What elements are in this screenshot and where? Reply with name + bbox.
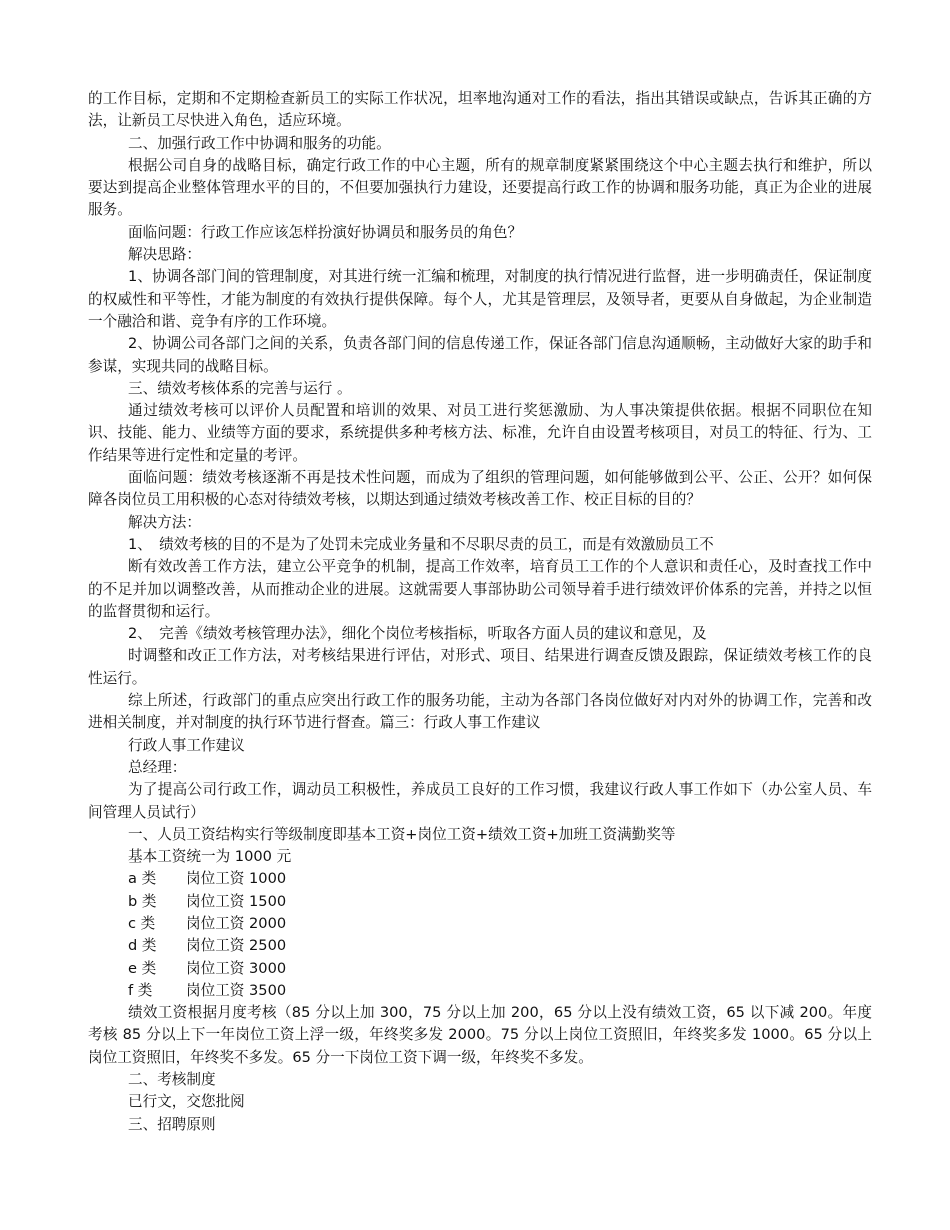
salutation: 总经理： — [128, 758, 187, 776]
list-item: 2、 完善《绩效考核管理办法》，细化个岗位考核指标，听取各方面人员的建议和意见，及 — [128, 625, 707, 643]
grade-class: f 类 — [128, 981, 153, 999]
paragraph: 综上所述，行政部门的重点应突出行政工作的服务功能，主动为各部门各岗位做好对内对外的协调工作，完善和改进相关制度，并对制度的执行环节进行督查。篇三：行政人事工作建议 — [88, 692, 872, 732]
paragraph: 面临问题：绩效考核逐渐不再是技术性问题，而成为了组织的管理问题，如何能够做到公平、公正、公开？如何保障各岗位员工用积极的心态对待绩效考核，以期达到通过绩效考核改善工作、校正目标的目的？ — [88, 469, 872, 509]
paragraph: 绩效工资根据月度考核（85 分以上加 300，75 分以上加 200，65 分以上没有绩效工资，65 以下减 200。年度考核 85 分以上下一年岗位工资上浮一级，年终奖多发 2000。75 分以上岗位工资照旧，年终奖多发 1000。65 分以上岗位工资照旧，年终奖不多发。65 分一下岗位工资下调一级，年终奖不多发。 — [88, 1004, 872, 1066]
grade-pay: 岗位工资 3000 — [186, 959, 287, 977]
grade-row — [88, 935, 872, 957]
grade-class: d 类 — [128, 937, 157, 955]
paragraph: 基本工资统一为 1000 元 — [128, 848, 292, 866]
grade-list — [88, 868, 872, 1002]
grade-class: a 类 — [128, 870, 157, 888]
paragraph: 断有效改善工作方法，建立公平竞争的机制，提高工作效率，培育员工工作的个人意识和责任心，及时查找工作中的不足并加以调整改善，从而推动企业的进展。这就需要人事部协助公司领导着手进行绩效评价体系的完善，并持之以恒的监督贯彻和运行。 — [88, 558, 872, 620]
section-heading: 三、绩效考核体系的完善与运行 。 — [128, 379, 352, 397]
grade-row — [88, 913, 872, 935]
paragraph: 解决思路： — [128, 246, 201, 264]
section-heading: 三、招聘原则 — [128, 1115, 216, 1133]
document-page — [88, 88, 872, 1136]
paragraph: 为了提高公司行政工作，调动员工积极性，养成员工良好的工作习惯，我建议行政人事工作如下（办公室人员、车间管理人员试行） — [88, 781, 872, 821]
grade-row — [88, 891, 872, 913]
list-item: 1、 绩效考核的目的不是为了处罚未完成业务量和不尽职尽责的员工，而是有效激励员工不 — [128, 535, 714, 553]
section-heading: 一、人员工资结构实行等级制度即基本工资+岗位工资+绩效工资+加班工资满勤奖等 — [128, 825, 676, 843]
grade-row — [88, 980, 872, 1002]
paragraph: 的工作目标，定期和不定期检查新员工的实际工作状况，坦率地沟通对工作的看法，指出其错误或缺点，告诉其正确的方法，让新员工尽快进入角色，适应环境。 — [88, 90, 872, 130]
paragraph: 已行文，交您批阅 — [128, 1093, 245, 1111]
grade-pay: 岗位工资 1000 — [186, 870, 287, 888]
paragraph: 解决方法： — [128, 513, 201, 531]
list-item: 1、协调各部门间的管理制度，对其进行统一汇编和梳理，对制度的执行情况进行监督，进一步明确责任，保证制度的权威性和平等性，才能为制度的有效执行提供保障。每个人，尤其是管理层，及领导者，更要从自身做起，为企业制造一个融洽和谐、竞争有序的工作环境。 — [88, 268, 872, 330]
list-item: 2、协调公司各部门之间的关系，负责各部门间的信息传递工作，保证各部门信息沟通顺畅，主动做好大家的助手和参谋，实现共同的战略目标。 — [88, 335, 872, 375]
grade-pay: 岗位工资 1500 — [186, 892, 287, 910]
section-heading: 二、加强行政工作中协调和服务的功能。 — [128, 134, 391, 152]
grade-class: c 类 — [128, 914, 156, 932]
paragraph: 通过绩效考核可以评价人员配置和培训的效果、对员工进行奖惩激励、为人事决策提供依据。根据不同职位在知识、技能、能力、业绩等方面的要求，系统提供多种考核方法、标准，允许自由设置考核项目，对员工的特征、行为、工作结果等进行定性和定量的考评。 — [88, 402, 872, 464]
grade-class: b 类 — [128, 892, 157, 910]
grade-pay: 岗位工资 2500 — [186, 937, 287, 955]
paragraph: 时调整和改正工作方法，对考核结果进行评估，对形式、项目、结果进行调查反馈及跟踪，保证绩效考核工作的良性运行。 — [88, 647, 872, 687]
grade-pay: 岗位工资 3500 — [186, 981, 287, 999]
grade-pay: 岗位工资 2000 — [186, 914, 287, 932]
grade-class: e 类 — [128, 959, 157, 977]
section-heading: 二、考核制度 — [128, 1071, 216, 1089]
section-title: 行政人事工作建议 — [128, 736, 245, 754]
paragraph: 面临问题：行政工作应该怎样扮演好协调员和服务员的角色？ — [128, 223, 523, 241]
grade-row — [88, 958, 872, 980]
grade-row — [88, 868, 872, 890]
paragraph: 根据公司自身的战略目标，确定行政工作的中心主题，所有的规章制度紧紧围绕这个中心主题去执行和维护，所以要达到提高企业整体管理水平的目的，不但要加强执行力建设，还要提高行政工作的协调和服务功能，真正为企业的进展服务。 — [88, 156, 872, 219]
